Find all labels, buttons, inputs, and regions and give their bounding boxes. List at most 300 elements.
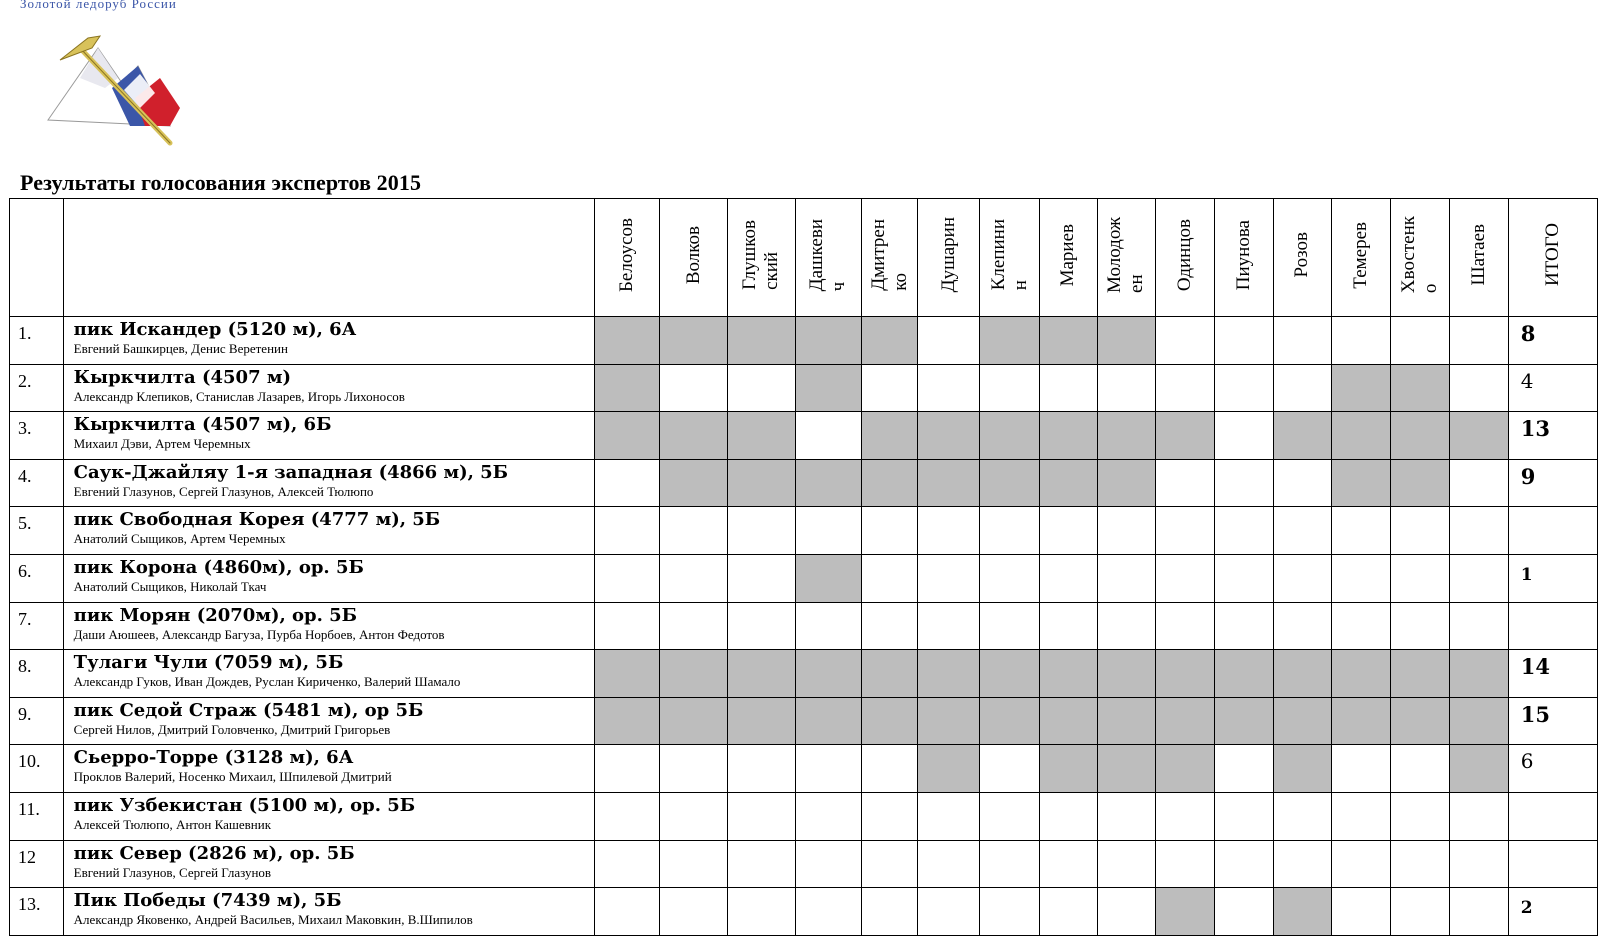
route-cell: [63, 697, 595, 745]
vote-cell-empty: [1097, 602, 1156, 650]
vote-cell-empty: [1391, 745, 1450, 793]
vote-cell-empty: [980, 745, 1040, 793]
vote-cell-marked: [861, 697, 918, 745]
vote-cell-marked: [795, 554, 861, 602]
row-number: 9.: [10, 697, 64, 745]
vote-cell-empty: [1273, 364, 1331, 412]
expert-name: Пиунова: [1232, 219, 1254, 291]
vote-cell-marked: [728, 650, 796, 698]
vote-cell-marked: [1331, 697, 1391, 745]
vote-cell-empty: [1039, 364, 1097, 412]
total-cell: 1: [1508, 554, 1597, 602]
vote-cell-marked: [1273, 697, 1331, 745]
total-cell: [1508, 840, 1597, 888]
expert-name: Волков: [682, 225, 704, 285]
vote-cell-empty: [1039, 507, 1097, 555]
vote-cell-empty: [1273, 792, 1331, 840]
vote-cell-empty: [1391, 840, 1450, 888]
vote-cell-marked: [1156, 412, 1215, 460]
vote-cell-empty: [660, 364, 728, 412]
vote-cell-marked: [1273, 650, 1331, 698]
vote-cell-marked: [918, 412, 980, 460]
vote-cell-empty: [1391, 602, 1450, 650]
vote-cell-empty: [918, 507, 980, 555]
vote-cell-empty: [861, 840, 918, 888]
route-name: Сьерро-Торре (3128 м), 6А: [73, 747, 354, 769]
row-number: 4.: [10, 459, 64, 507]
vote-cell-empty: [1097, 888, 1156, 936]
vote-cell-empty: [1097, 554, 1156, 602]
route-team: Проклов Валерий, Носенко Михаил, Шпилевой Дмитрий: [73, 769, 392, 785]
vote-cell-empty: [980, 888, 1040, 936]
vote-cell-marked: [980, 459, 1040, 507]
vote-cell-marked: [1156, 888, 1215, 936]
vote-cell-empty: [660, 840, 728, 888]
results-table: [9, 198, 1598, 936]
vote-cell-empty: [1156, 364, 1215, 412]
expert-name: Шатаев: [1467, 224, 1489, 286]
vote-cell-empty: [861, 507, 918, 555]
vote-cell-marked: [1391, 697, 1450, 745]
route-name: Тулаги Чули (7059 м), 5Б: [73, 652, 344, 674]
total-cell: [1508, 602, 1597, 650]
vote-cell-empty: [595, 840, 660, 888]
route-team: Даши Аюшеев, Александр Багуза, Пурба Норбоев, Антон Федотов: [73, 626, 445, 642]
vote-cell-empty: [595, 792, 660, 840]
vote-cell-empty: [1156, 459, 1215, 507]
vote-cell-empty: [1450, 317, 1509, 365]
vote-cell-empty: [1156, 507, 1215, 555]
total-cell: 6: [1508, 745, 1597, 793]
vote-cell-marked: [595, 317, 660, 365]
vote-cell-empty: [595, 745, 660, 793]
vote-cell-empty: [795, 840, 861, 888]
vote-cell-marked: [1039, 412, 1097, 460]
vote-cell-marked: [595, 697, 660, 745]
vote-cell-empty: [980, 840, 1040, 888]
vote-cell-marked: [795, 459, 861, 507]
vote-cell-empty: [1391, 507, 1450, 555]
table-row: [10, 507, 1598, 555]
expert-header: [861, 199, 918, 317]
vote-cell-empty: [1391, 888, 1450, 936]
vote-cell-empty: [660, 507, 728, 555]
vote-cell-empty: [918, 364, 980, 412]
vote-cell-marked: [1156, 650, 1215, 698]
vote-cell-empty: [1039, 554, 1097, 602]
vote-cell-marked: [1097, 745, 1156, 793]
vote-cell-empty: [795, 745, 861, 793]
vote-cell-empty: [660, 554, 728, 602]
vote-cell-empty: [1215, 888, 1274, 936]
expert-header: [1391, 199, 1450, 317]
vote-cell-marked: [861, 459, 918, 507]
table-row: [10, 412, 1598, 460]
route-cell: [63, 650, 595, 698]
vote-cell-empty: [1273, 317, 1331, 365]
route-name: Саук-Джайляу 1-я западная (4866 м), 5Б: [73, 461, 509, 483]
total-cell: 15: [1508, 697, 1597, 745]
vote-cell-empty: [1273, 459, 1331, 507]
total-cell: [1508, 507, 1597, 555]
expert-name: Розов: [1291, 232, 1313, 278]
vote-cell-empty: [861, 602, 918, 650]
logo-arc-text: Золотой ледоруб России: [20, 0, 177, 11]
vote-cell-marked: [660, 412, 728, 460]
total-cell: [1508, 792, 1597, 840]
expert-header: [795, 199, 861, 317]
vote-cell-empty: [1273, 602, 1331, 650]
vote-cell-marked: [1450, 697, 1509, 745]
vote-cell-marked: [728, 697, 796, 745]
expert-header: [660, 199, 728, 317]
table-row: [10, 554, 1598, 602]
expert-name: Мариев: [1057, 223, 1079, 287]
route-cell: [63, 745, 595, 793]
vote-cell-empty: [918, 888, 980, 936]
vote-cell-marked: [1215, 650, 1274, 698]
vote-cell-empty: [918, 840, 980, 888]
vote-cell-marked: [1273, 745, 1331, 793]
expert-header: [1450, 199, 1509, 317]
vote-cell-marked: [660, 459, 728, 507]
vote-cell-marked: [1097, 697, 1156, 745]
vote-cell-empty: [595, 554, 660, 602]
vote-cell-empty: [1156, 317, 1215, 365]
vote-cell-empty: [1450, 602, 1509, 650]
route-cell: [63, 602, 595, 650]
vote-cell-empty: [1273, 554, 1331, 602]
table-row: [10, 888, 1598, 936]
expert-header: [1039, 199, 1097, 317]
route-cell: [63, 364, 595, 412]
vote-cell-empty: [1450, 840, 1509, 888]
route-name: пик Искандер (5120 м), 6А: [73, 319, 357, 340]
expert-name: Молодож ен: [1104, 217, 1148, 293]
expert-name: Хвостенк о: [1398, 216, 1442, 294]
vote-cell-empty: [595, 888, 660, 936]
vote-cell-empty: [861, 364, 918, 412]
vote-cell-empty: [918, 554, 980, 602]
vote-cell-empty: [660, 888, 728, 936]
route-team: Сергей Нилов, Дмитрий Головченко, Дмитрий Григорьев: [73, 721, 391, 737]
vote-cell-empty: [1450, 554, 1509, 602]
vote-cell-empty: [595, 602, 660, 650]
total-cell: 9: [1508, 459, 1597, 507]
vote-cell-marked: [595, 364, 660, 412]
vote-cell-empty: [1097, 840, 1156, 888]
vote-cell-empty: [795, 888, 861, 936]
vote-cell-marked: [1039, 459, 1097, 507]
vote-cell-marked: [795, 317, 861, 365]
total-cell: 14: [1508, 650, 1597, 698]
vote-cell-marked: [1273, 412, 1331, 460]
header-row: [10, 199, 1598, 317]
vote-cell-empty: [1391, 792, 1450, 840]
vote-cell-empty: [1097, 364, 1156, 412]
expert-name: Одинцов: [1174, 218, 1196, 292]
vote-cell-marked: [861, 317, 918, 365]
vote-cell-marked: [1097, 650, 1156, 698]
header-num: [10, 199, 64, 317]
vote-cell-marked: [1450, 412, 1509, 460]
vote-cell-marked: [1097, 317, 1156, 365]
total-cell: 4: [1508, 364, 1597, 412]
row-number: 3.: [10, 412, 64, 460]
row-number: 11.: [10, 792, 64, 840]
vote-cell-empty: [1273, 840, 1331, 888]
total-cell: 8: [1508, 317, 1597, 365]
vote-cell-marked: [918, 459, 980, 507]
row-number: 13.: [10, 888, 64, 936]
vote-cell-marked: [1391, 459, 1450, 507]
table-row: [10, 792, 1598, 840]
vote-cell-marked: [1331, 459, 1391, 507]
vote-cell-empty: [1215, 554, 1274, 602]
vote-cell-empty: [795, 792, 861, 840]
vote-cell-empty: [728, 364, 796, 412]
vote-cell-marked: [795, 650, 861, 698]
row-number: 5.: [10, 507, 64, 555]
table-row: [10, 317, 1598, 365]
route-name: Кыркчилта (4507 м): [73, 366, 292, 388]
expert-header: [1215, 199, 1274, 317]
table-row: [10, 364, 1598, 412]
route-name: Пик Победы (7439 м), 5Б: [73, 890, 342, 912]
vote-cell-empty: [728, 554, 796, 602]
vote-cell-marked: [728, 412, 796, 460]
vote-cell-empty: [1215, 745, 1274, 793]
vote-cell-empty: [918, 317, 980, 365]
vote-cell-empty: [861, 745, 918, 793]
row-number: 6.: [10, 554, 64, 602]
route-name: пик Корона (4860м), ор. 5Б: [73, 556, 364, 578]
vote-cell-marked: [1039, 650, 1097, 698]
route-team: Алексей Тюлюпо, Антон Кашевник: [73, 816, 272, 832]
vote-cell-marked: [795, 697, 861, 745]
vote-cell-empty: [1097, 792, 1156, 840]
vote-cell-empty: [1273, 507, 1331, 555]
vote-cell-marked: [1039, 745, 1097, 793]
row-number: 10.: [10, 745, 64, 793]
vote-cell-empty: [1450, 792, 1509, 840]
vote-cell-marked: [728, 459, 796, 507]
vote-cell-empty: [980, 507, 1040, 555]
vote-cell-empty: [1331, 554, 1391, 602]
total-cell: 2: [1508, 888, 1597, 936]
vote-cell-empty: [1156, 602, 1215, 650]
vote-cell-empty: [918, 792, 980, 840]
vote-cell-empty: [980, 554, 1040, 602]
vote-cell-marked: [595, 650, 660, 698]
vote-cell-empty: [728, 840, 796, 888]
vote-cell-marked: [1215, 697, 1274, 745]
vote-cell-marked: [1331, 650, 1391, 698]
vote-cell-empty: [1331, 792, 1391, 840]
vote-cell-empty: [1450, 364, 1509, 412]
expert-header: [595, 199, 660, 317]
ice-axe-mountain-logo-icon: [20, 0, 200, 148]
vote-cell-empty: [1156, 840, 1215, 888]
vote-cell-marked: [660, 650, 728, 698]
route-name: пик Седой Страж (5481 м), ор 5Б: [73, 699, 424, 721]
vote-cell-empty: [728, 888, 796, 936]
route-team: Евгений Глазунов, Сергей Глазунов: [73, 864, 272, 880]
route-cell: [63, 412, 595, 460]
vote-cell-marked: [1156, 745, 1215, 793]
vote-cell-empty: [1097, 507, 1156, 555]
vote-cell-empty: [660, 745, 728, 793]
total-header-label: ИТОГО: [1541, 223, 1563, 287]
vote-cell-empty: [1331, 888, 1391, 936]
vote-cell-marked: [660, 697, 728, 745]
expert-name: Белоусов: [616, 217, 638, 292]
table-row: [10, 745, 1598, 793]
route-team: Евгений Глазунов, Сергей Глазунов, Алексей Тюлюпо: [73, 483, 374, 499]
vote-cell-marked: [1097, 459, 1156, 507]
vote-cell-empty: [861, 792, 918, 840]
vote-cell-empty: [795, 602, 861, 650]
vote-cell-marked: [861, 412, 918, 460]
vote-cell-empty: [1215, 459, 1274, 507]
vote-cell-marked: [1331, 364, 1391, 412]
total-header: [1508, 199, 1597, 317]
vote-cell-empty: [1331, 317, 1391, 365]
vote-cell-empty: [595, 459, 660, 507]
expert-name: Дашкеви ч: [806, 218, 850, 292]
vote-cell-empty: [795, 412, 861, 460]
vote-cell-marked: [980, 317, 1040, 365]
vote-cell-marked: [728, 317, 796, 365]
expert-name: Глушков ский: [739, 220, 783, 290]
route-team: Евгений Башкирцев, Денис Веретенин: [73, 341, 288, 356]
vote-cell-marked: [1391, 364, 1450, 412]
expert-name: Клепини н: [987, 219, 1031, 291]
vote-cell-empty: [795, 507, 861, 555]
vote-cell-marked: [861, 650, 918, 698]
expert-header: [980, 199, 1040, 317]
vote-cell-marked: [1391, 412, 1450, 460]
vote-cell-empty: [1215, 364, 1274, 412]
route-name: пик Свободная Корея (4777 м), 5Б: [73, 509, 441, 531]
route-cell: [63, 459, 595, 507]
expert-header: [1331, 199, 1391, 317]
expert-header: [1156, 199, 1215, 317]
vote-cell-empty: [1215, 317, 1274, 365]
vote-cell-empty: [980, 792, 1040, 840]
vote-cell-empty: [1215, 412, 1274, 460]
vote-cell-marked: [1039, 317, 1097, 365]
vote-cell-empty: [1450, 459, 1509, 507]
vote-cell-marked: [795, 364, 861, 412]
vote-cell-marked: [1331, 412, 1391, 460]
vote-cell-empty: [728, 745, 796, 793]
expert-header: [728, 199, 796, 317]
vote-cell-empty: [1331, 745, 1391, 793]
vote-cell-empty: [1039, 840, 1097, 888]
vote-cell-empty: [660, 792, 728, 840]
vote-cell-marked: [918, 650, 980, 698]
route-team: Анатолий Сыщиков, Артем Черемных: [73, 531, 286, 547]
vote-cell-marked: [1039, 697, 1097, 745]
header-name: [63, 199, 595, 317]
route-cell: [63, 840, 595, 888]
route-cell: [63, 317, 595, 365]
row-number: 8.: [10, 650, 64, 698]
total-cell: 13: [1508, 412, 1597, 460]
vote-cell-empty: [1215, 602, 1274, 650]
expert-name: Темерев: [1349, 221, 1371, 289]
award-logo: [20, 0, 200, 148]
row-number: 7.: [10, 602, 64, 650]
table-row: [10, 459, 1598, 507]
vote-cell-marked: [980, 697, 1040, 745]
route-name: пик Север (2826 м), ор. 5Б: [73, 842, 355, 864]
route-name: Кыркчилта (4507 м), 6Б: [73, 414, 332, 436]
route-cell: [63, 554, 595, 602]
vote-cell-empty: [1331, 602, 1391, 650]
page-title: Результаты голосования экспертов 2015: [20, 170, 422, 195]
vote-cell-marked: [1450, 650, 1509, 698]
route-team: Анатолий Сыщиков, Николай Ткач: [73, 578, 267, 594]
vote-cell-empty: [1215, 792, 1274, 840]
vote-cell-empty: [1215, 840, 1274, 888]
vote-cell-marked: [918, 697, 980, 745]
vote-cell-empty: [980, 364, 1040, 412]
expert-header: [1097, 199, 1156, 317]
vote-cell-marked: [1450, 745, 1509, 793]
vote-cell-marked: [1156, 697, 1215, 745]
row-number: 12: [10, 840, 64, 888]
table-row: [10, 840, 1598, 888]
vote-cell-empty: [1039, 888, 1097, 936]
expert-name: Дмитрен ко: [867, 219, 911, 291]
vote-cell-empty: [1039, 792, 1097, 840]
vote-cell-marked: [980, 412, 1040, 460]
vote-cell-marked: [660, 317, 728, 365]
vote-cell-marked: [980, 650, 1040, 698]
vote-cell-empty: [1331, 507, 1391, 555]
vote-cell-empty: [595, 507, 660, 555]
vote-cell-marked: [1391, 650, 1450, 698]
route-cell: [63, 888, 595, 936]
vote-cell-empty: [1215, 507, 1274, 555]
vote-cell-empty: [980, 602, 1040, 650]
route-team: Александр Гуков, Иван Дождев, Руслан Кириченко, Валерий Шамало: [73, 674, 461, 690]
vote-cell-empty: [1391, 317, 1450, 365]
results-body: [10, 317, 1598, 936]
vote-cell-empty: [728, 602, 796, 650]
route-name: пик Морян (2070м), ор. 5Б: [73, 604, 358, 626]
vote-cell-marked: [918, 745, 980, 793]
route-team: Александр Клепиков, Станислав Лазарев, Игорь Лихоносов: [73, 388, 405, 404]
table-row: [10, 650, 1598, 698]
route-team: Александр Яковенко, Андрей Васильев, Михаил Маковкин, В.Шипилов: [73, 912, 473, 928]
route-team: Михаил Дэви, Артем Черемных: [73, 436, 251, 452]
vote-cell-empty: [1391, 554, 1450, 602]
vote-cell-empty: [861, 888, 918, 936]
expert-name: Душарин: [937, 217, 959, 293]
vote-cell-empty: [1039, 602, 1097, 650]
vote-cell-empty: [861, 554, 918, 602]
route-name: пик Узбекистан (5100 м), ор. 5Б: [73, 794, 416, 816]
route-cell: [63, 792, 595, 840]
vote-cell-empty: [660, 602, 728, 650]
vote-cell-empty: [1450, 888, 1509, 936]
vote-cell-empty: [728, 507, 796, 555]
vote-cell-empty: [1331, 840, 1391, 888]
route-cell: [63, 507, 595, 555]
